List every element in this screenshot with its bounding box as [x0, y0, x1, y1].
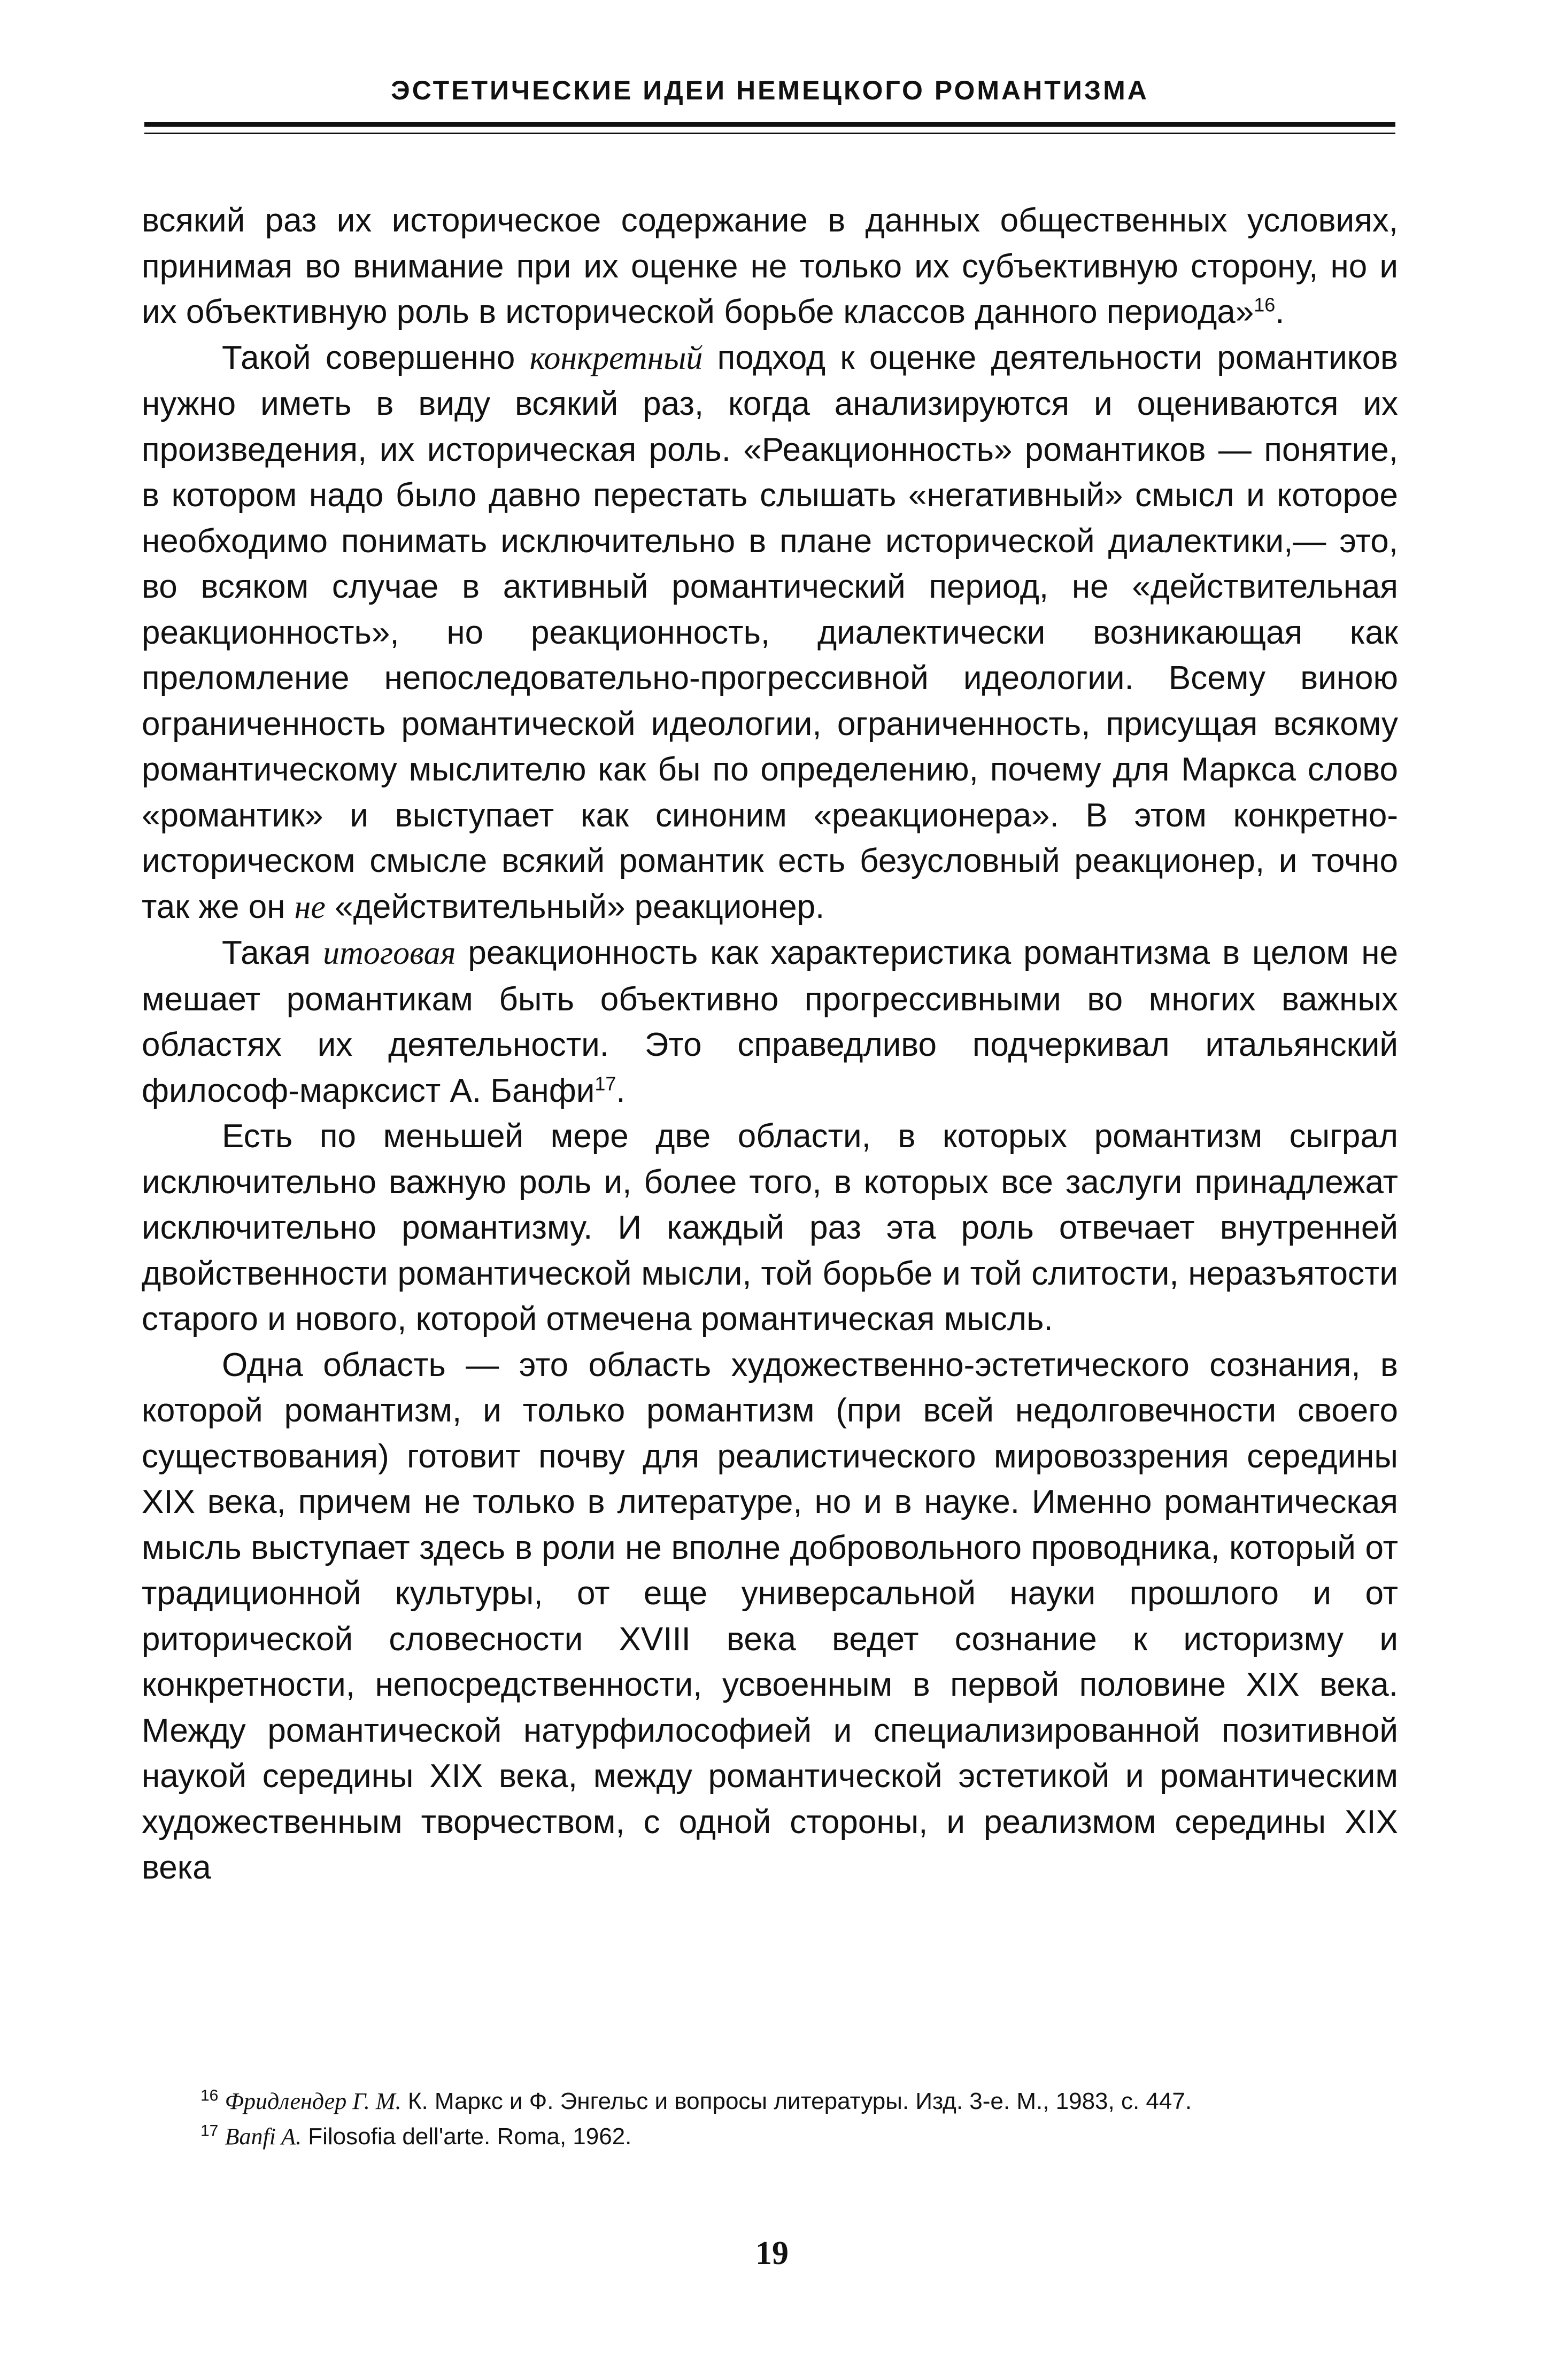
paragraph-1 — [142, 198, 1398, 335]
main-text — [142, 198, 1398, 1891]
footnotes — [142, 2084, 1398, 2154]
header-rule-thick — [144, 122, 1395, 127]
paragraph-3-part-a: Такая — [222, 934, 323, 971]
running-head: ЭСТЕТИЧЕСКИЕ ИДЕИ НЕМЕЦКОГО РОМАНТИЗМА — [391, 75, 1149, 105]
paragraph-4-text: Есть по меньшей мере две области, в которых романтизм сыграл исключительно важную роль и, более того, в которых все заслуги принадлежат исключительно романтизму. И каждый раз эта роль отвечает внутренней двойственности романтической мысли, той борьбе и той слитости, неразъятости старого и нового, которой отмечена романтическая мысль. — [142, 1118, 1398, 1338]
paragraph-3-part-b: реакционность как характеристика романтизма в целом не мешает романтикам быть объективно прогрессивными во многих важных областях их деятельности. Это справедливо подчеркивал итальянский философ-марксист А. Банфи — [142, 934, 1398, 1109]
footnote-ref-16[interactable]: 16 — [1254, 293, 1276, 316]
footnote-ref-17[interactable]: 17 — [595, 1072, 616, 1094]
paragraph-1-text: всякий раз их историческое содержание в данных общественных условиях, принимая во внимание при их оценке не только их субъективную сторону, но и их объективную роль в исторической борьбе классов данного периода» — [142, 202, 1398, 330]
paragraph-3 — [142, 930, 1398, 1114]
paragraph-3-end: . — [616, 1072, 626, 1109]
paragraph-2-part-b: подход к оценке деятельности романтиков нужно иметь в виду всякий раз, когда анализируются и оцениваются их произведения, их историческая роль. «Реакционность» романтиков — понятие, в котором надо было давно перестать слышать «негативный» смысл и которое необходимо понимать исключительно в плане исторической диалектики,— это, во всяком случае в активный романтический период, не «действительная реакционность», но реакционность, диалектически возникающая как преломление непоследовательно-прогрессивной идеологии. Всему виною ограниченность романтической идеологии, ограниченность, присущая всякому романтическому мыслителю как бы по определению, почему для Маркса слово «романтик» и выступает как синоним «реакционера». В этом конкретно-историческом смысле всякий романтик есть безусловный реакционер, и точно так же он — [142, 339, 1398, 925]
footnote-16-author: Фридлендер Г. М. — [225, 2088, 402, 2114]
paragraph-4 — [142, 1114, 1398, 1342]
paragraph-2 — [142, 335, 1398, 931]
paragraph-5-text: Одна область — это область художественно-эстетического сознания, в которой романтизм, и только романтизм (при всей недолговечности своего существования) готовит почву для реалистического мировоззрения середины XIX века, причем не только в литературе, но и в науке. Именно романтическая мысль выступает здесь в роли не вполне добровольного проводника, который от традиционной культуры, от еще универсальной науки прошлого и от риторической словесности XVIII века ведет сознание к историзму и конкретности, непосредственности, усвоенным в первой половине XIX века. Между романтической натурфилософией и специализированной позитивной наукой середины XIX века, между романтической эстетикой и романтическим художественным творчеством, с одной стороны, и реализмом середины XIX века — [142, 1346, 1398, 1886]
paragraph-1-end: . — [1275, 293, 1285, 330]
paragraph-2-emphasis-2: не — [294, 888, 326, 925]
header-rule-thin — [144, 133, 1395, 134]
footnote-16-number: 16 — [200, 2087, 219, 2105]
footnote-16 — [142, 2084, 1398, 2119]
page-number: 19 — [755, 2235, 789, 2271]
paragraph-5 — [142, 1342, 1398, 1891]
footnote-17-author: Banfi A. — [225, 2123, 302, 2150]
paragraph-2-emphasis-1: конкретный — [529, 339, 703, 376]
footnote-16-text: К. Маркс и Ф. Энгельс и вопросы литературы. Изд. 3-е. М., 1983, с. 447. — [401, 2088, 1192, 2114]
paragraph-2-part-c: «действительный» реакционер. — [325, 888, 825, 925]
footnote-17-number: 17 — [200, 2122, 219, 2140]
paragraph-3-emphasis: итоговая — [323, 935, 456, 971]
paragraph-2-part-a: Такой совершенно — [222, 339, 530, 376]
footnote-17 — [142, 2119, 1398, 2154]
footnote-17-text: Filosofia dell'arte. Roma, 1962. — [302, 2123, 632, 2150]
